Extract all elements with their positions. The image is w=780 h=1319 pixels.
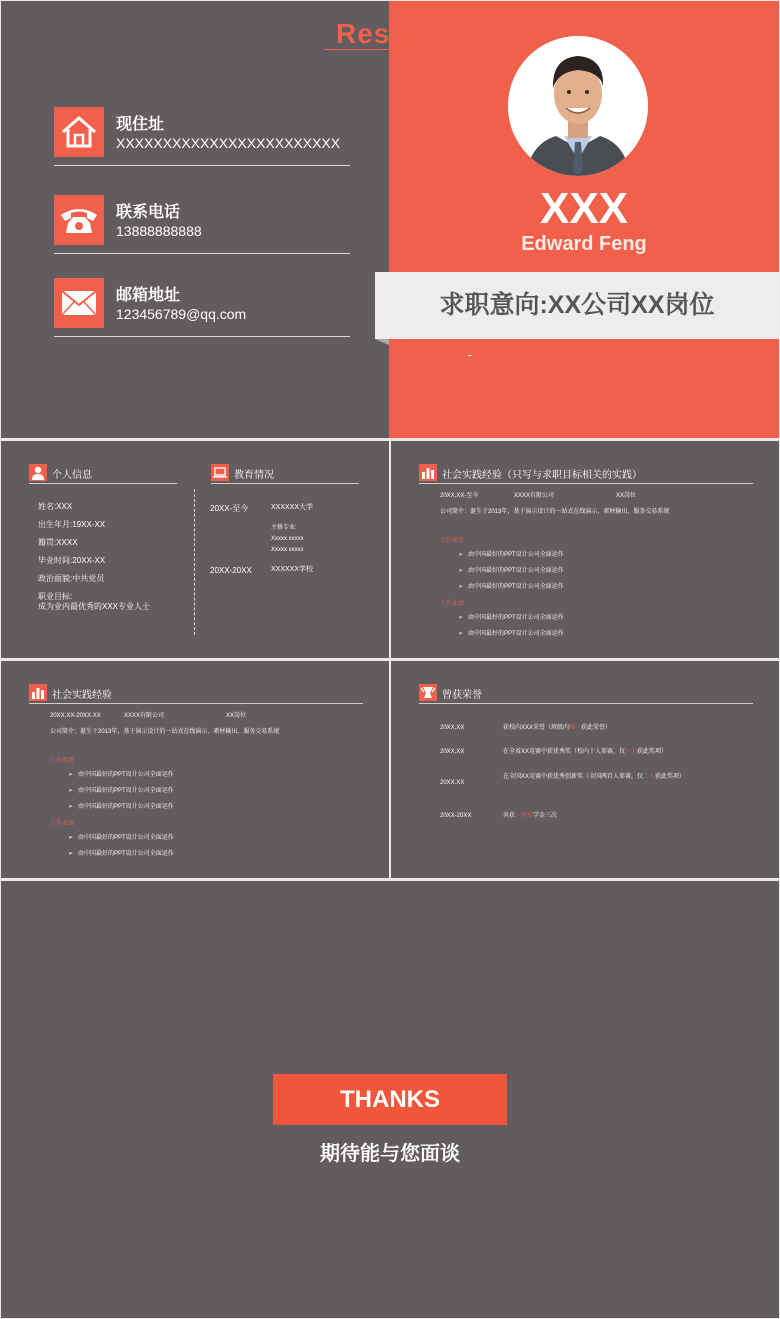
contact-label: 现住址 <box>116 116 165 133</box>
honor-text: 获校内XXX荣誉（班级内唯一获此荣誉） <box>503 725 612 731</box>
result-label: 工作业绩 <box>50 821 75 827</box>
person-icon <box>29 464 47 481</box>
phone-icon <box>54 195 104 245</box>
contact-value: XXXXXXXXXXXXXXXXXXXXXXXX <box>116 135 341 151</box>
duty-item: ➢ 由中国最好的PPT设计公司全面运作 <box>68 804 174 810</box>
edu-sub: Xxxxx xxxxx <box>271 536 304 542</box>
duty-item: ➢ 由中国最好的PPT设计公司全面运作 <box>458 568 564 574</box>
divider <box>54 336 350 337</box>
honor-date: 20XX.XX <box>440 749 465 755</box>
section-title: 曾获荣誉 <box>442 690 482 701</box>
practice-company: XXXX有限公司 <box>124 713 165 719</box>
info-item: 政治面貌:中共党员 <box>38 574 105 583</box>
edu-period: 20XX-20XX <box>210 566 252 575</box>
thanks-slide <box>1 881 779 1318</box>
divider <box>54 253 350 254</box>
result-item: ➢ 由中国最好的PPT设计公司全面运作 <box>458 631 564 637</box>
practice-slide-1 <box>391 441 779 658</box>
goal-value: 成为业内最优秀的XXX专业人士 <box>38 602 151 611</box>
contact-value: 123456789@qq.com <box>116 306 247 322</box>
section-title: 教育情况 <box>234 470 274 481</box>
contact-value: 13888888888 <box>116 223 202 239</box>
result-item: ➢ 由中国最好的PPT设计公司全面运作 <box>68 851 174 857</box>
duty-label: 工作职责 <box>440 538 465 544</box>
result-label: 工作业绩 <box>440 601 465 607</box>
honor-text: 在全国XX竞赛中获优秀创新奖（全国两百人参赛，仅二人获此奖项） <box>503 774 686 780</box>
job-intent: 求职意向:XX公司XX岗位 <box>439 291 715 319</box>
cover-slide <box>1 1 779 438</box>
practice-intro: 公司简介：诞生于2013年，基于演示设计的一站式在线演示、素材输出、服务交易系统 <box>50 729 280 735</box>
duty-item: ➢ 由中国最好的PPT设计公司全面运作 <box>68 788 174 794</box>
laptop-icon <box>211 464 229 481</box>
duty-label: 工作职责 <box>50 758 75 764</box>
bar-chart-icon <box>29 684 47 701</box>
honors-header <box>419 684 753 704</box>
section-title: 社会实践经验 <box>52 690 112 701</box>
personal-header <box>29 464 177 484</box>
home-icon <box>54 107 104 157</box>
practice-header <box>419 464 753 484</box>
section-title: 个人信息 <box>52 470 92 481</box>
goal-label: 职业目标: <box>38 592 73 601</box>
divider <box>54 165 350 166</box>
info-item: 毕业时间:20XX-XX <box>38 556 106 565</box>
honor-text: 共获一等奖学金三次 <box>503 813 558 819</box>
bar-chart-icon <box>419 464 437 481</box>
practice-intro: 公司简介：诞生于2013年，基于演示设计的一站式在线演示、素材输出、服务交易系统 <box>440 509 670 515</box>
name-english: Edward Feng <box>521 233 647 255</box>
edu-sub: Xxxxx xxxxx <box>271 547 304 553</box>
name-chinese: XXX <box>539 184 629 233</box>
duty-item: ➢ 由中国最好的PPT设计公司全面运作 <box>458 584 564 590</box>
honor-date: 20XX-20XX <box>440 813 472 819</box>
info-item: 籍贯:XXXX <box>38 538 78 547</box>
edu-school: XXXXXX大学 <box>271 504 314 511</box>
decor-dash <box>468 355 472 356</box>
profile-photo <box>508 36 648 176</box>
edu-sub: 主修专业: <box>271 525 297 531</box>
practice-company: XXXX有限公司 <box>514 493 555 499</box>
honor-date: 20XX.XX <box>440 780 465 786</box>
section-title: 社会实践经验（只写与求职目标相关的实践） <box>442 470 642 481</box>
edu-school: XXXXXX学校 <box>271 566 314 573</box>
section-line <box>419 703 753 704</box>
thanks-text: THANKS <box>340 1086 440 1113</box>
honor-text: 在全省XX竞赛中获优秀奖（校内十人参赛，仅一人获此奖项） <box>503 749 668 755</box>
contact-label: 联系电话 <box>116 204 181 221</box>
section-line <box>29 703 363 704</box>
honor-date: 20XX.XX <box>440 725 465 731</box>
practice-period: 20XX.XX-至今 <box>440 493 479 499</box>
practice-position: XX岗位 <box>616 493 637 499</box>
mail-icon <box>54 278 104 328</box>
section-line <box>29 483 177 484</box>
band-fold <box>375 339 389 345</box>
practice-slide-2 <box>1 661 389 878</box>
trophy-icon <box>419 684 437 701</box>
duty-item: ➢ 由中国最好的PPT设计公司全面运作 <box>458 552 564 558</box>
resume-title: Resume <box>336 18 451 49</box>
section-line <box>419 483 753 484</box>
column-divider <box>194 489 195 635</box>
thanks-subtitle: 期待能与您面谈 <box>320 1143 460 1165</box>
practice-position: XX岗位 <box>226 713 247 719</box>
personal-education-slide <box>1 441 389 658</box>
edu-period: 20XX-至今 <box>210 504 249 513</box>
practice-header <box>29 684 363 704</box>
duty-item: ➢ 由中国最好的PPT设计公司全面运作 <box>68 772 174 778</box>
title-underline <box>324 49 464 50</box>
result-item: ➢ 由中国最好的PPT设计公司全面运作 <box>68 835 174 841</box>
contact-label: 邮箱地址 <box>116 287 181 304</box>
honors-slide <box>391 661 779 878</box>
info-item: 姓名:XXX <box>38 502 73 511</box>
result-item: ➢ 由中国最好的PPT设计公司全面运作 <box>458 615 564 621</box>
section-line <box>211 483 359 484</box>
practice-period: 20XX.XX-20XX.XX <box>50 713 101 719</box>
info-item: 出生年月:19XX-XX <box>38 520 106 529</box>
education-header <box>211 464 359 484</box>
